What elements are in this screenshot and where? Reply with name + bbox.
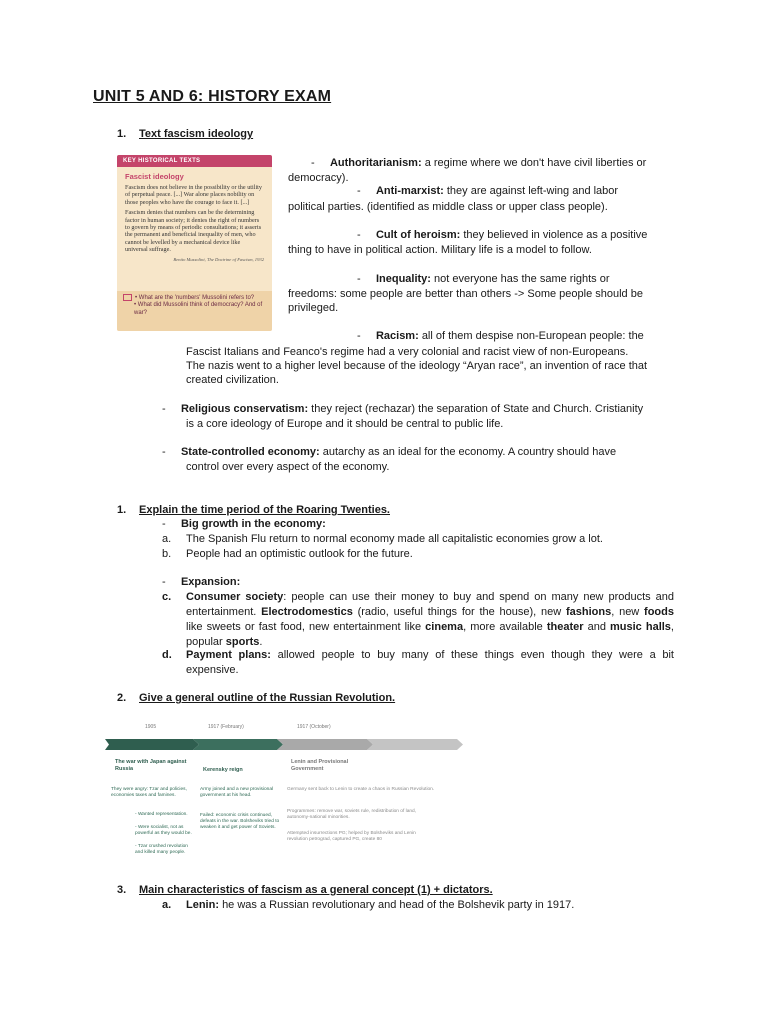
section-number: 2.: [117, 692, 127, 704]
item-a-text: The Spanish Flu return to normal economy made all capitalistic economies grow a lot.: [186, 533, 603, 545]
item-lenin: Lenin: he was a Russian revolutionary and head of the Bolshevik party in 1917.: [186, 899, 575, 911]
item-racism-cont-2: The nazis went to a higher level because of the ideology “Aryan race”, an invention of race that: [186, 360, 648, 372]
timeline-col2-text-2: Failed: economic crisis continued, defeats in the war. Bolsheviks tried to weaken it and get power of Soviets.: [200, 813, 280, 830]
subheading-big-growth: - Big growth in the economy:: [162, 518, 326, 530]
page-title: UNIT 5 AND 6: HISTORY EXAM: [93, 88, 332, 105]
activity-icon: [123, 294, 132, 301]
timeline-arrow-future: [367, 739, 463, 750]
timeline-arrow-feb-1917: [193, 739, 283, 750]
subheading-expansion: - Expansion:: [162, 576, 241, 588]
item-racism-cont-1: Fascist Italians and Feanco's regime had a very colonial and racist view of non-Europeans.: [186, 346, 629, 358]
card-title: Fascist ideology: [125, 172, 184, 181]
timeline-date-feb-1917: 1917 (February): [208, 724, 244, 730]
timeline-col3-title: Lenin and Provisional Government: [291, 759, 349, 772]
card-quote-2: Fascism denies that numbers can be the determining factor in human society; it denies the right of numbers to govern by means of periodic consultations; it asserts the permanent and beneficial inequality of men, who cannot be levelled by a mechanical device like universal suffrage.: [125, 209, 262, 254]
timeline-arrow-oct-1917: [277, 739, 373, 750]
card-questions: • What are the 'numbers' Mussolini refers to? • What did Mussolini think of democracy? And of war?: [117, 291, 272, 331]
item-d-mark: d.: [162, 649, 172, 661]
item-state-controlled-economy: - State-controlled economy: autarchy as an ideal for the economy. A country should have: [162, 446, 617, 458]
timeline-col1-bullet-1: - Wanted representation.: [135, 812, 188, 817]
timeline-col1-text: They were angry: Tzar and policies, economies taxes and famines.: [111, 787, 187, 798]
card-citation: Benito Mussolini, The Doctrine of Fascism, 1932: [173, 256, 264, 262]
card-question-2: What did Mussolini think of democracy? And of war?: [134, 302, 263, 316]
timeline-col1-bullet-2: - Were socialist, not as powerful as they would be.: [135, 825, 192, 836]
russian-revolution-timeline: [105, 718, 470, 868]
section-heading-fascism: Text fascism ideology: [139, 128, 254, 140]
key-historical-texts-card: [117, 155, 272, 331]
item-inequality: - Inequality: not everyone has the same rights or: [357, 273, 610, 285]
item-c-consumer-society: Consumer society: people can use their money to buy and spend on many new products and entertainment. Electrodomestics (radio, useful things for the house), new fashions, new foods like sweets or fast food, new entertainment like cinema, more available theater and music halls, popular sports.: [186, 591, 674, 648]
item-anti-marxist-cont: political parties. (identified as middle class or upper class people).: [288, 201, 608, 213]
item-c-mark: c.: [162, 591, 172, 603]
section-number: 3.: [117, 884, 127, 896]
timeline-col1-title: The war with Japan against Russia: [115, 759, 187, 772]
item-inequality-cont-1: freedoms: some people are better than others -> Some people should be: [288, 288, 643, 300]
item-authoritarianism: - Authoritarianism: a regime where we don't have civil liberties or: [311, 157, 647, 169]
card-question-1: What are the 'numbers' Mussolini refers to?: [138, 295, 255, 302]
section-heading-roaring-twenties: Explain the time period of the Roaring Twenties.: [139, 504, 390, 516]
item-cult-of-heroism: - Cult of heroism: they believed in violence as a positive: [357, 229, 648, 241]
section-number: 1.: [117, 504, 127, 516]
item-religious-conservatism: - Religious conservatism: they reject (rechazar) the separation of State and Church. Cristianity: [162, 403, 644, 415]
timeline-col3-text-2: Programmes: remove war, soviets rule, redistribution of land, autonomy-national minorities.: [287, 809, 417, 820]
timeline-col2-text-1: Army joined and a new provisional government at his head.: [200, 787, 274, 798]
item-religious-conservatism-cont: is a core ideology of Europe and it should be central to public life.: [186, 418, 504, 430]
item-b-text: People had an optimistic outlook for the future.: [186, 548, 413, 560]
timeline-col1-bullet-3: - Tzar crushed revolution and killed many people.: [135, 844, 188, 855]
item-cult-of-heroism-cont: thing to have in political action. Military life is a model to follow.: [288, 244, 592, 256]
item-inequality-cont-2: privileged.: [288, 302, 339, 314]
timeline-date-1905: 1905: [145, 724, 157, 730]
item-anti-marxist: - Anti-marxist: they are against left-wing and labor: [357, 185, 619, 197]
item-authoritarianism-cont: democracy).: [288, 172, 349, 184]
item-a-mark: a.: [162, 899, 172, 911]
section-heading-fascism-dictators: Main characteristics of fascism as a general concept (1) + dictators.: [139, 884, 493, 896]
timeline-arrows: [105, 739, 470, 750]
timeline-arrow-1905: [105, 739, 199, 750]
timeline-col3-text-1: Germany sent back to Lenin to create a chaos in Russian Revolution.: [287, 787, 435, 792]
item-state-controlled-economy-cont: control over every aspect of the economy.: [186, 461, 390, 473]
timeline-col3-text-3: Attempted insurrections PG; helped by Bolsheviks and Lenin revolution petrograd, captured PG, create 80: [287, 831, 416, 842]
timeline-date-oct-1917: 1917 (October): [297, 724, 331, 730]
card-quote-1: Fascism does not believe in the possibility or the utility of perpetual peace. [...] War alone places nobility on those peoples who have the courage to face it. [...]: [125, 184, 262, 206]
timeline-col2-title: Kerensky reign: [203, 767, 243, 773]
section-number: 1.: [117, 128, 127, 140]
item-racism: - Racism: all of them despise non-European people: the: [357, 330, 644, 342]
item-b-optimistic: b.: [162, 548, 172, 560]
item-d-payment-plans: Payment plans: allowed people to buy many of these things even though they were a bit expensive.: [186, 649, 674, 676]
card-header: KEY HISTORICAL TEXTS: [117, 155, 272, 167]
section-heading-russian-revolution: Give a general outline of the Russian Revolution.: [139, 692, 396, 704]
item-racism-cont-3: created civilization.: [186, 374, 279, 386]
item-a-spanish-flu: a.: [162, 533, 172, 545]
